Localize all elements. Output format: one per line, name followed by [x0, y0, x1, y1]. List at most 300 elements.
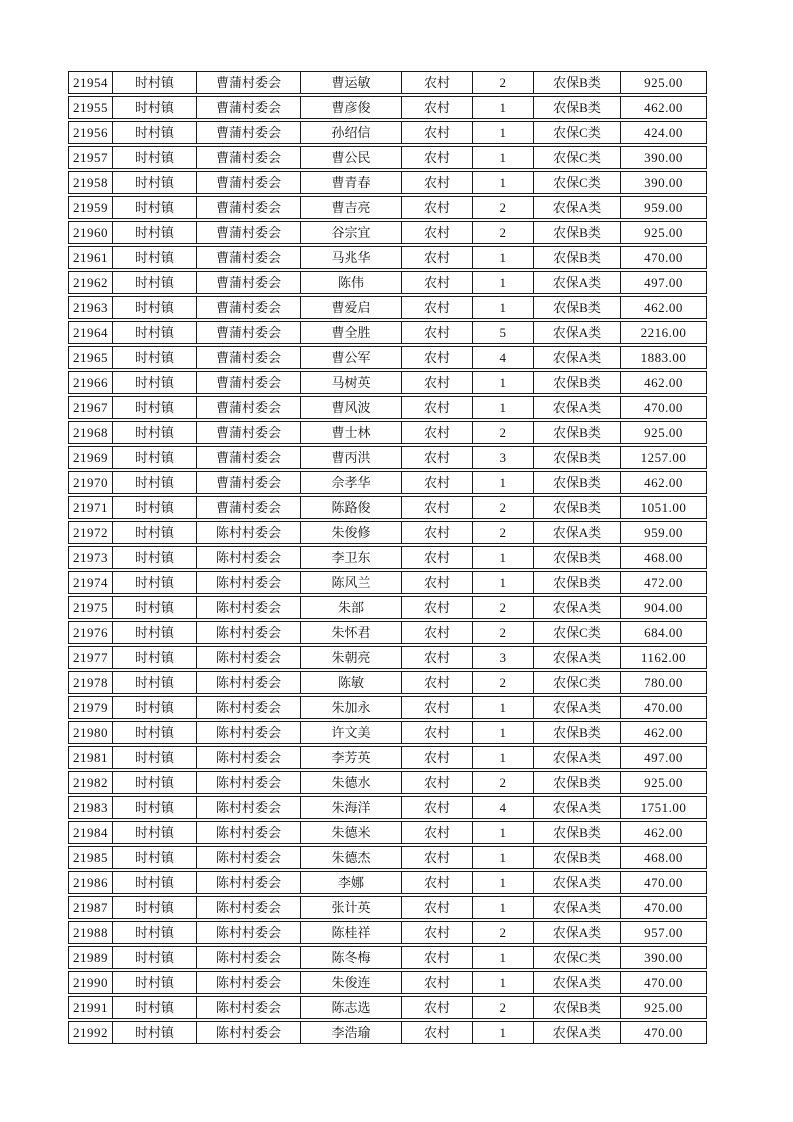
cell-person-count: 1 — [473, 971, 534, 994]
cell-amount: 1162.00 — [621, 646, 707, 669]
cell-insurance-category: 农保C类 — [534, 171, 621, 194]
cell-town: 时村镇 — [113, 546, 197, 569]
cell-person-count: 2 — [473, 671, 534, 694]
cell-record-id: 21955 — [68, 96, 113, 119]
table-row — [68, 71, 707, 94]
cell-person-name: 朱德水 — [301, 771, 402, 794]
cell-amount: 462.00 — [621, 721, 707, 744]
cell-person-count: 1 — [473, 371, 534, 394]
cell-amount: 1883.00 — [621, 346, 707, 369]
cell-village-committee: 曹蒲村委会 — [197, 71, 301, 94]
cell-amount: 904.00 — [621, 596, 707, 619]
cell-village-committee: 陈村村委会 — [197, 546, 301, 569]
cell-person-count: 1 — [473, 871, 534, 894]
cell-record-id: 21967 — [68, 396, 113, 419]
cell-residence-type: 农村 — [402, 796, 473, 819]
cell-village-committee: 曹蒲村委会 — [197, 171, 301, 194]
cell-record-id: 21986 — [68, 871, 113, 894]
cell-amount: 468.00 — [621, 846, 707, 869]
cell-town: 时村镇 — [113, 896, 197, 919]
cell-insurance-category: 农保A类 — [534, 271, 621, 294]
cell-insurance-category: 农保B类 — [534, 371, 621, 394]
cell-person-name: 陈冬梅 — [301, 946, 402, 969]
cell-village-committee: 曹蒲村委会 — [197, 296, 301, 319]
cell-town: 时村镇 — [113, 321, 197, 344]
cell-insurance-category: 农保B类 — [534, 221, 621, 244]
table-row — [68, 921, 707, 944]
cell-record-id: 21991 — [68, 996, 113, 1019]
cell-town: 时村镇 — [113, 521, 197, 544]
cell-town: 时村镇 — [113, 921, 197, 944]
cell-residence-type: 农村 — [402, 621, 473, 644]
cell-person-name: 曹士林 — [301, 421, 402, 444]
cell-person-count: 1 — [473, 721, 534, 744]
cell-record-id: 21980 — [68, 721, 113, 744]
cell-record-id: 21975 — [68, 596, 113, 619]
cell-amount: 470.00 — [621, 971, 707, 994]
table-row — [68, 521, 707, 544]
cell-person-name: 陈路俊 — [301, 496, 402, 519]
cell-town: 时村镇 — [113, 171, 197, 194]
cell-village-committee: 陈村村委会 — [197, 921, 301, 944]
table-row — [68, 546, 707, 569]
cell-person-count: 1 — [473, 246, 534, 269]
cell-village-committee: 陈村村委会 — [197, 996, 301, 1019]
cell-person-count: 1 — [473, 121, 534, 144]
cell-person-name: 朱俊修 — [301, 521, 402, 544]
cell-residence-type: 农村 — [402, 271, 473, 294]
cell-person-name: 陈伟 — [301, 271, 402, 294]
cell-person-name: 李芳英 — [301, 746, 402, 769]
cell-person-count: 1 — [473, 896, 534, 919]
cell-person-name: 朱海洋 — [301, 796, 402, 819]
cell-person-count: 2 — [473, 771, 534, 794]
cell-insurance-category: 农保A类 — [534, 521, 621, 544]
cell-insurance-category: 农保A类 — [534, 871, 621, 894]
cell-residence-type: 农村 — [402, 196, 473, 219]
cell-village-committee: 曹蒲村委会 — [197, 121, 301, 144]
cell-amount: 470.00 — [621, 896, 707, 919]
cell-person-count: 1 — [473, 696, 534, 719]
cell-town: 时村镇 — [113, 471, 197, 494]
cell-village-committee: 陈村村委会 — [197, 721, 301, 744]
cell-insurance-category: 农保C类 — [534, 621, 621, 644]
cell-person-name: 李卫东 — [301, 546, 402, 569]
cell-insurance-category: 农保B类 — [534, 546, 621, 569]
table-row — [68, 946, 707, 969]
cell-record-id: 21978 — [68, 671, 113, 694]
cell-person-name: 谷宗宜 — [301, 221, 402, 244]
cell-village-committee: 曹蒲村委会 — [197, 346, 301, 369]
cell-amount: 462.00 — [621, 821, 707, 844]
table-row — [68, 1021, 707, 1044]
cell-insurance-category: 农保A类 — [534, 646, 621, 669]
cell-village-committee: 陈村村委会 — [197, 971, 301, 994]
cell-person-name: 朱怀君 — [301, 621, 402, 644]
table-row — [68, 871, 707, 894]
cell-residence-type: 农村 — [402, 1021, 473, 1044]
cell-insurance-category: 农保B类 — [534, 246, 621, 269]
cell-village-committee: 陈村村委会 — [197, 946, 301, 969]
cell-amount: 957.00 — [621, 921, 707, 944]
cell-residence-type: 农村 — [402, 821, 473, 844]
cell-amount: 462.00 — [621, 296, 707, 319]
cell-person-count: 2 — [473, 196, 534, 219]
cell-residence-type: 农村 — [402, 146, 473, 169]
cell-amount: 684.00 — [621, 621, 707, 644]
cell-amount: 470.00 — [621, 246, 707, 269]
table-row — [68, 721, 707, 744]
cell-person-name: 张计英 — [301, 896, 402, 919]
table-row — [68, 446, 707, 469]
cell-insurance-category: 农保A类 — [534, 596, 621, 619]
cell-residence-type: 农村 — [402, 696, 473, 719]
cell-insurance-category: 农保A类 — [534, 696, 621, 719]
cell-person-count: 4 — [473, 346, 534, 369]
cell-town: 时村镇 — [113, 146, 197, 169]
cell-insurance-category: 农保B类 — [534, 71, 621, 94]
table-row — [68, 96, 707, 119]
cell-village-committee: 曹蒲村委会 — [197, 271, 301, 294]
cell-village-committee: 陈村村委会 — [197, 821, 301, 844]
cell-person-name: 曹全胜 — [301, 321, 402, 344]
cell-village-committee: 陈村村委会 — [197, 671, 301, 694]
cell-town: 时村镇 — [113, 946, 197, 969]
table-row — [68, 671, 707, 694]
cell-insurance-category: 农保A类 — [534, 346, 621, 369]
cell-village-committee: 陈村村委会 — [197, 896, 301, 919]
cell-town: 时村镇 — [113, 71, 197, 94]
cell-residence-type: 农村 — [402, 396, 473, 419]
cell-village-committee: 陈村村委会 — [197, 571, 301, 594]
cell-town: 时村镇 — [113, 571, 197, 594]
cell-town: 时村镇 — [113, 121, 197, 144]
cell-residence-type: 农村 — [402, 771, 473, 794]
cell-person-count: 1 — [473, 746, 534, 769]
cell-record-id: 21992 — [68, 1021, 113, 1044]
cell-village-committee: 曹蒲村委会 — [197, 421, 301, 444]
cell-amount: 390.00 — [621, 146, 707, 169]
cell-town: 时村镇 — [113, 746, 197, 769]
cell-person-count: 2 — [473, 996, 534, 1019]
cell-village-committee: 曹蒲村委会 — [197, 371, 301, 394]
cell-person-name: 陈风兰 — [301, 571, 402, 594]
cell-insurance-category: 农保B类 — [534, 421, 621, 444]
cell-village-committee: 陈村村委会 — [197, 771, 301, 794]
table-row — [68, 746, 707, 769]
cell-record-id: 21985 — [68, 846, 113, 869]
table-row — [68, 246, 707, 269]
cell-record-id: 21983 — [68, 796, 113, 819]
cell-person-name: 曹吉亮 — [301, 196, 402, 219]
table-row — [68, 696, 707, 719]
table-row — [68, 196, 707, 219]
cell-insurance-category: 农保B类 — [534, 571, 621, 594]
cell-record-id: 21972 — [68, 521, 113, 544]
cell-residence-type: 农村 — [402, 246, 473, 269]
cell-residence-type: 农村 — [402, 871, 473, 894]
cell-town: 时村镇 — [113, 621, 197, 644]
cell-residence-type: 农村 — [402, 971, 473, 994]
table-row — [68, 371, 707, 394]
cell-town: 时村镇 — [113, 996, 197, 1019]
cell-record-id: 21973 — [68, 546, 113, 569]
cell-insurance-category: 农保B类 — [534, 996, 621, 1019]
cell-person-count: 2 — [473, 421, 534, 444]
cell-person-name: 佘孝华 — [301, 471, 402, 494]
cell-village-committee: 曹蒲村委会 — [197, 246, 301, 269]
cell-record-id: 21974 — [68, 571, 113, 594]
cell-record-id: 21965 — [68, 346, 113, 369]
cell-amount: 472.00 — [621, 571, 707, 594]
cell-insurance-category: 农保C类 — [534, 121, 621, 144]
cell-residence-type: 农村 — [402, 846, 473, 869]
cell-person-name: 陈志选 — [301, 996, 402, 1019]
table-body — [68, 71, 707, 1044]
cell-person-count: 2 — [473, 596, 534, 619]
cell-insurance-category: 农保A类 — [534, 921, 621, 944]
cell-record-id: 21956 — [68, 121, 113, 144]
cell-residence-type: 农村 — [402, 571, 473, 594]
table-row — [68, 621, 707, 644]
cell-town: 时村镇 — [113, 221, 197, 244]
cell-town: 时村镇 — [113, 771, 197, 794]
cell-insurance-category: 农保C类 — [534, 946, 621, 969]
cell-amount: 959.00 — [621, 196, 707, 219]
cell-record-id: 21964 — [68, 321, 113, 344]
cell-record-id: 21961 — [68, 246, 113, 269]
cell-town: 时村镇 — [113, 371, 197, 394]
cell-record-id: 21959 — [68, 196, 113, 219]
cell-insurance-category: 农保B类 — [534, 771, 621, 794]
cell-person-name: 朱德米 — [301, 821, 402, 844]
table-row — [68, 846, 707, 869]
cell-amount: 925.00 — [621, 996, 707, 1019]
table-row — [68, 271, 707, 294]
cell-residence-type: 农村 — [402, 421, 473, 444]
cell-village-committee: 曹蒲村委会 — [197, 446, 301, 469]
cell-village-committee: 陈村村委会 — [197, 1021, 301, 1044]
cell-town: 时村镇 — [113, 496, 197, 519]
cell-record-id: 21990 — [68, 971, 113, 994]
cell-residence-type: 农村 — [402, 596, 473, 619]
cell-record-id: 21987 — [68, 896, 113, 919]
cell-person-name: 曹运敏 — [301, 71, 402, 94]
cell-record-id: 21968 — [68, 421, 113, 444]
cell-person-name: 陈敏 — [301, 671, 402, 694]
cell-amount: 1051.00 — [621, 496, 707, 519]
cell-village-committee: 曹蒲村委会 — [197, 471, 301, 494]
cell-record-id: 21969 — [68, 446, 113, 469]
cell-record-id: 21962 — [68, 271, 113, 294]
cell-person-count: 1 — [473, 1021, 534, 1044]
cell-person-name: 曹公军 — [301, 346, 402, 369]
cell-amount: 925.00 — [621, 771, 707, 794]
cell-residence-type: 农村 — [402, 471, 473, 494]
cell-village-committee: 曹蒲村委会 — [197, 96, 301, 119]
cell-residence-type: 农村 — [402, 346, 473, 369]
cell-record-id: 21970 — [68, 471, 113, 494]
cell-person-count: 1 — [473, 271, 534, 294]
subsidy-table — [68, 69, 707, 1046]
cell-town: 时村镇 — [113, 446, 197, 469]
cell-town: 时村镇 — [113, 196, 197, 219]
table-row — [68, 896, 707, 919]
cell-record-id: 21984 — [68, 821, 113, 844]
cell-person-count: 1 — [473, 946, 534, 969]
cell-person-count: 4 — [473, 796, 534, 819]
cell-amount: 780.00 — [621, 671, 707, 694]
cell-record-id: 21981 — [68, 746, 113, 769]
cell-insurance-category: 农保B类 — [534, 471, 621, 494]
cell-town: 时村镇 — [113, 396, 197, 419]
cell-person-count: 1 — [473, 396, 534, 419]
cell-person-name: 曹彦俊 — [301, 96, 402, 119]
table-row — [68, 796, 707, 819]
cell-record-id: 21960 — [68, 221, 113, 244]
cell-person-count: 2 — [473, 496, 534, 519]
cell-record-id: 21963 — [68, 296, 113, 319]
cell-residence-type: 农村 — [402, 446, 473, 469]
table-row — [68, 596, 707, 619]
cell-amount: 470.00 — [621, 696, 707, 719]
cell-record-id: 21954 — [68, 71, 113, 94]
cell-village-committee: 陈村村委会 — [197, 871, 301, 894]
cell-residence-type: 农村 — [402, 96, 473, 119]
cell-residence-type: 农村 — [402, 646, 473, 669]
cell-person-count: 1 — [473, 471, 534, 494]
cell-village-committee: 曹蒲村委会 — [197, 496, 301, 519]
cell-record-id: 21971 — [68, 496, 113, 519]
cell-residence-type: 农村 — [402, 321, 473, 344]
cell-town: 时村镇 — [113, 671, 197, 694]
cell-village-committee: 曹蒲村委会 — [197, 196, 301, 219]
cell-person-name: 朱朝亮 — [301, 646, 402, 669]
cell-village-committee: 陈村村委会 — [197, 521, 301, 544]
cell-village-committee: 陈村村委会 — [197, 621, 301, 644]
cell-village-committee: 陈村村委会 — [197, 796, 301, 819]
cell-village-committee: 曹蒲村委会 — [197, 321, 301, 344]
cell-town: 时村镇 — [113, 346, 197, 369]
table-row — [68, 971, 707, 994]
cell-person-count: 1 — [473, 96, 534, 119]
cell-record-id: 21979 — [68, 696, 113, 719]
cell-amount: 470.00 — [621, 1021, 707, 1044]
cell-record-id: 21988 — [68, 921, 113, 944]
cell-person-name: 马兆华 — [301, 246, 402, 269]
cell-record-id: 21976 — [68, 621, 113, 644]
cell-town: 时村镇 — [113, 871, 197, 894]
cell-residence-type: 农村 — [402, 721, 473, 744]
cell-residence-type: 农村 — [402, 371, 473, 394]
cell-residence-type: 农村 — [402, 921, 473, 944]
cell-person-name: 朱俊连 — [301, 971, 402, 994]
cell-amount: 1257.00 — [621, 446, 707, 469]
cell-town: 时村镇 — [113, 421, 197, 444]
cell-amount: 925.00 — [621, 71, 707, 94]
cell-record-id: 21982 — [68, 771, 113, 794]
table-row — [68, 496, 707, 519]
cell-person-count: 2 — [473, 921, 534, 944]
cell-insurance-category: 农保A类 — [534, 196, 621, 219]
cell-insurance-category: 农保A类 — [534, 896, 621, 919]
cell-town: 时村镇 — [113, 796, 197, 819]
cell-town: 时村镇 — [113, 846, 197, 869]
cell-insurance-category: 农保B类 — [534, 496, 621, 519]
cell-town: 时村镇 — [113, 246, 197, 269]
cell-town: 时村镇 — [113, 1021, 197, 1044]
cell-residence-type: 农村 — [402, 521, 473, 544]
table-row — [68, 221, 707, 244]
cell-insurance-category: 农保A类 — [534, 396, 621, 419]
table-row — [68, 171, 707, 194]
cell-person-name: 曹公民 — [301, 146, 402, 169]
cell-person-count: 5 — [473, 321, 534, 344]
cell-person-count: 2 — [473, 521, 534, 544]
cell-person-name: 曹丙洪 — [301, 446, 402, 469]
cell-amount: 468.00 — [621, 546, 707, 569]
cell-person-name: 李浩瑜 — [301, 1021, 402, 1044]
cell-amount: 390.00 — [621, 171, 707, 194]
cell-record-id: 21957 — [68, 146, 113, 169]
table-row — [68, 296, 707, 319]
cell-residence-type: 农村 — [402, 946, 473, 969]
cell-person-name: 曹青春 — [301, 171, 402, 194]
cell-person-name: 曹爱启 — [301, 296, 402, 319]
cell-town: 时村镇 — [113, 296, 197, 319]
cell-person-name: 孙绍信 — [301, 121, 402, 144]
cell-person-count: 1 — [473, 171, 534, 194]
cell-amount: 462.00 — [621, 471, 707, 494]
cell-person-count: 3 — [473, 446, 534, 469]
cell-person-count: 2 — [473, 71, 534, 94]
cell-record-id: 21958 — [68, 171, 113, 194]
cell-insurance-category: 农保A类 — [534, 796, 621, 819]
cell-amount: 497.00 — [621, 271, 707, 294]
cell-person-count: 1 — [473, 296, 534, 319]
cell-insurance-category: 农保C类 — [534, 146, 621, 169]
cell-residence-type: 农村 — [402, 121, 473, 144]
cell-village-committee: 曹蒲村委会 — [197, 146, 301, 169]
cell-town: 时村镇 — [113, 96, 197, 119]
cell-amount: 390.00 — [621, 946, 707, 969]
table-row — [68, 121, 707, 144]
cell-amount: 497.00 — [621, 746, 707, 769]
cell-residence-type: 农村 — [402, 671, 473, 694]
cell-insurance-category: 农保C类 — [534, 671, 621, 694]
cell-village-committee: 陈村村委会 — [197, 846, 301, 869]
cell-residence-type: 农村 — [402, 746, 473, 769]
cell-village-committee: 曹蒲村委会 — [197, 221, 301, 244]
cell-person-name: 曹风波 — [301, 396, 402, 419]
cell-insurance-category: 农保A类 — [534, 1021, 621, 1044]
cell-town: 时村镇 — [113, 821, 197, 844]
cell-insurance-category: 农保A类 — [534, 321, 621, 344]
cell-amount: 925.00 — [621, 421, 707, 444]
table-row — [68, 771, 707, 794]
cell-person-count: 1 — [473, 146, 534, 169]
cell-town: 时村镇 — [113, 596, 197, 619]
cell-residence-type: 农村 — [402, 221, 473, 244]
cell-residence-type: 农村 — [402, 71, 473, 94]
cell-insurance-category: 农保B类 — [534, 846, 621, 869]
table-row — [68, 471, 707, 494]
cell-town: 时村镇 — [113, 971, 197, 994]
cell-insurance-category: 农保B类 — [534, 821, 621, 844]
cell-person-count: 1 — [473, 571, 534, 594]
cell-village-committee: 陈村村委会 — [197, 746, 301, 769]
cell-residence-type: 农村 — [402, 296, 473, 319]
